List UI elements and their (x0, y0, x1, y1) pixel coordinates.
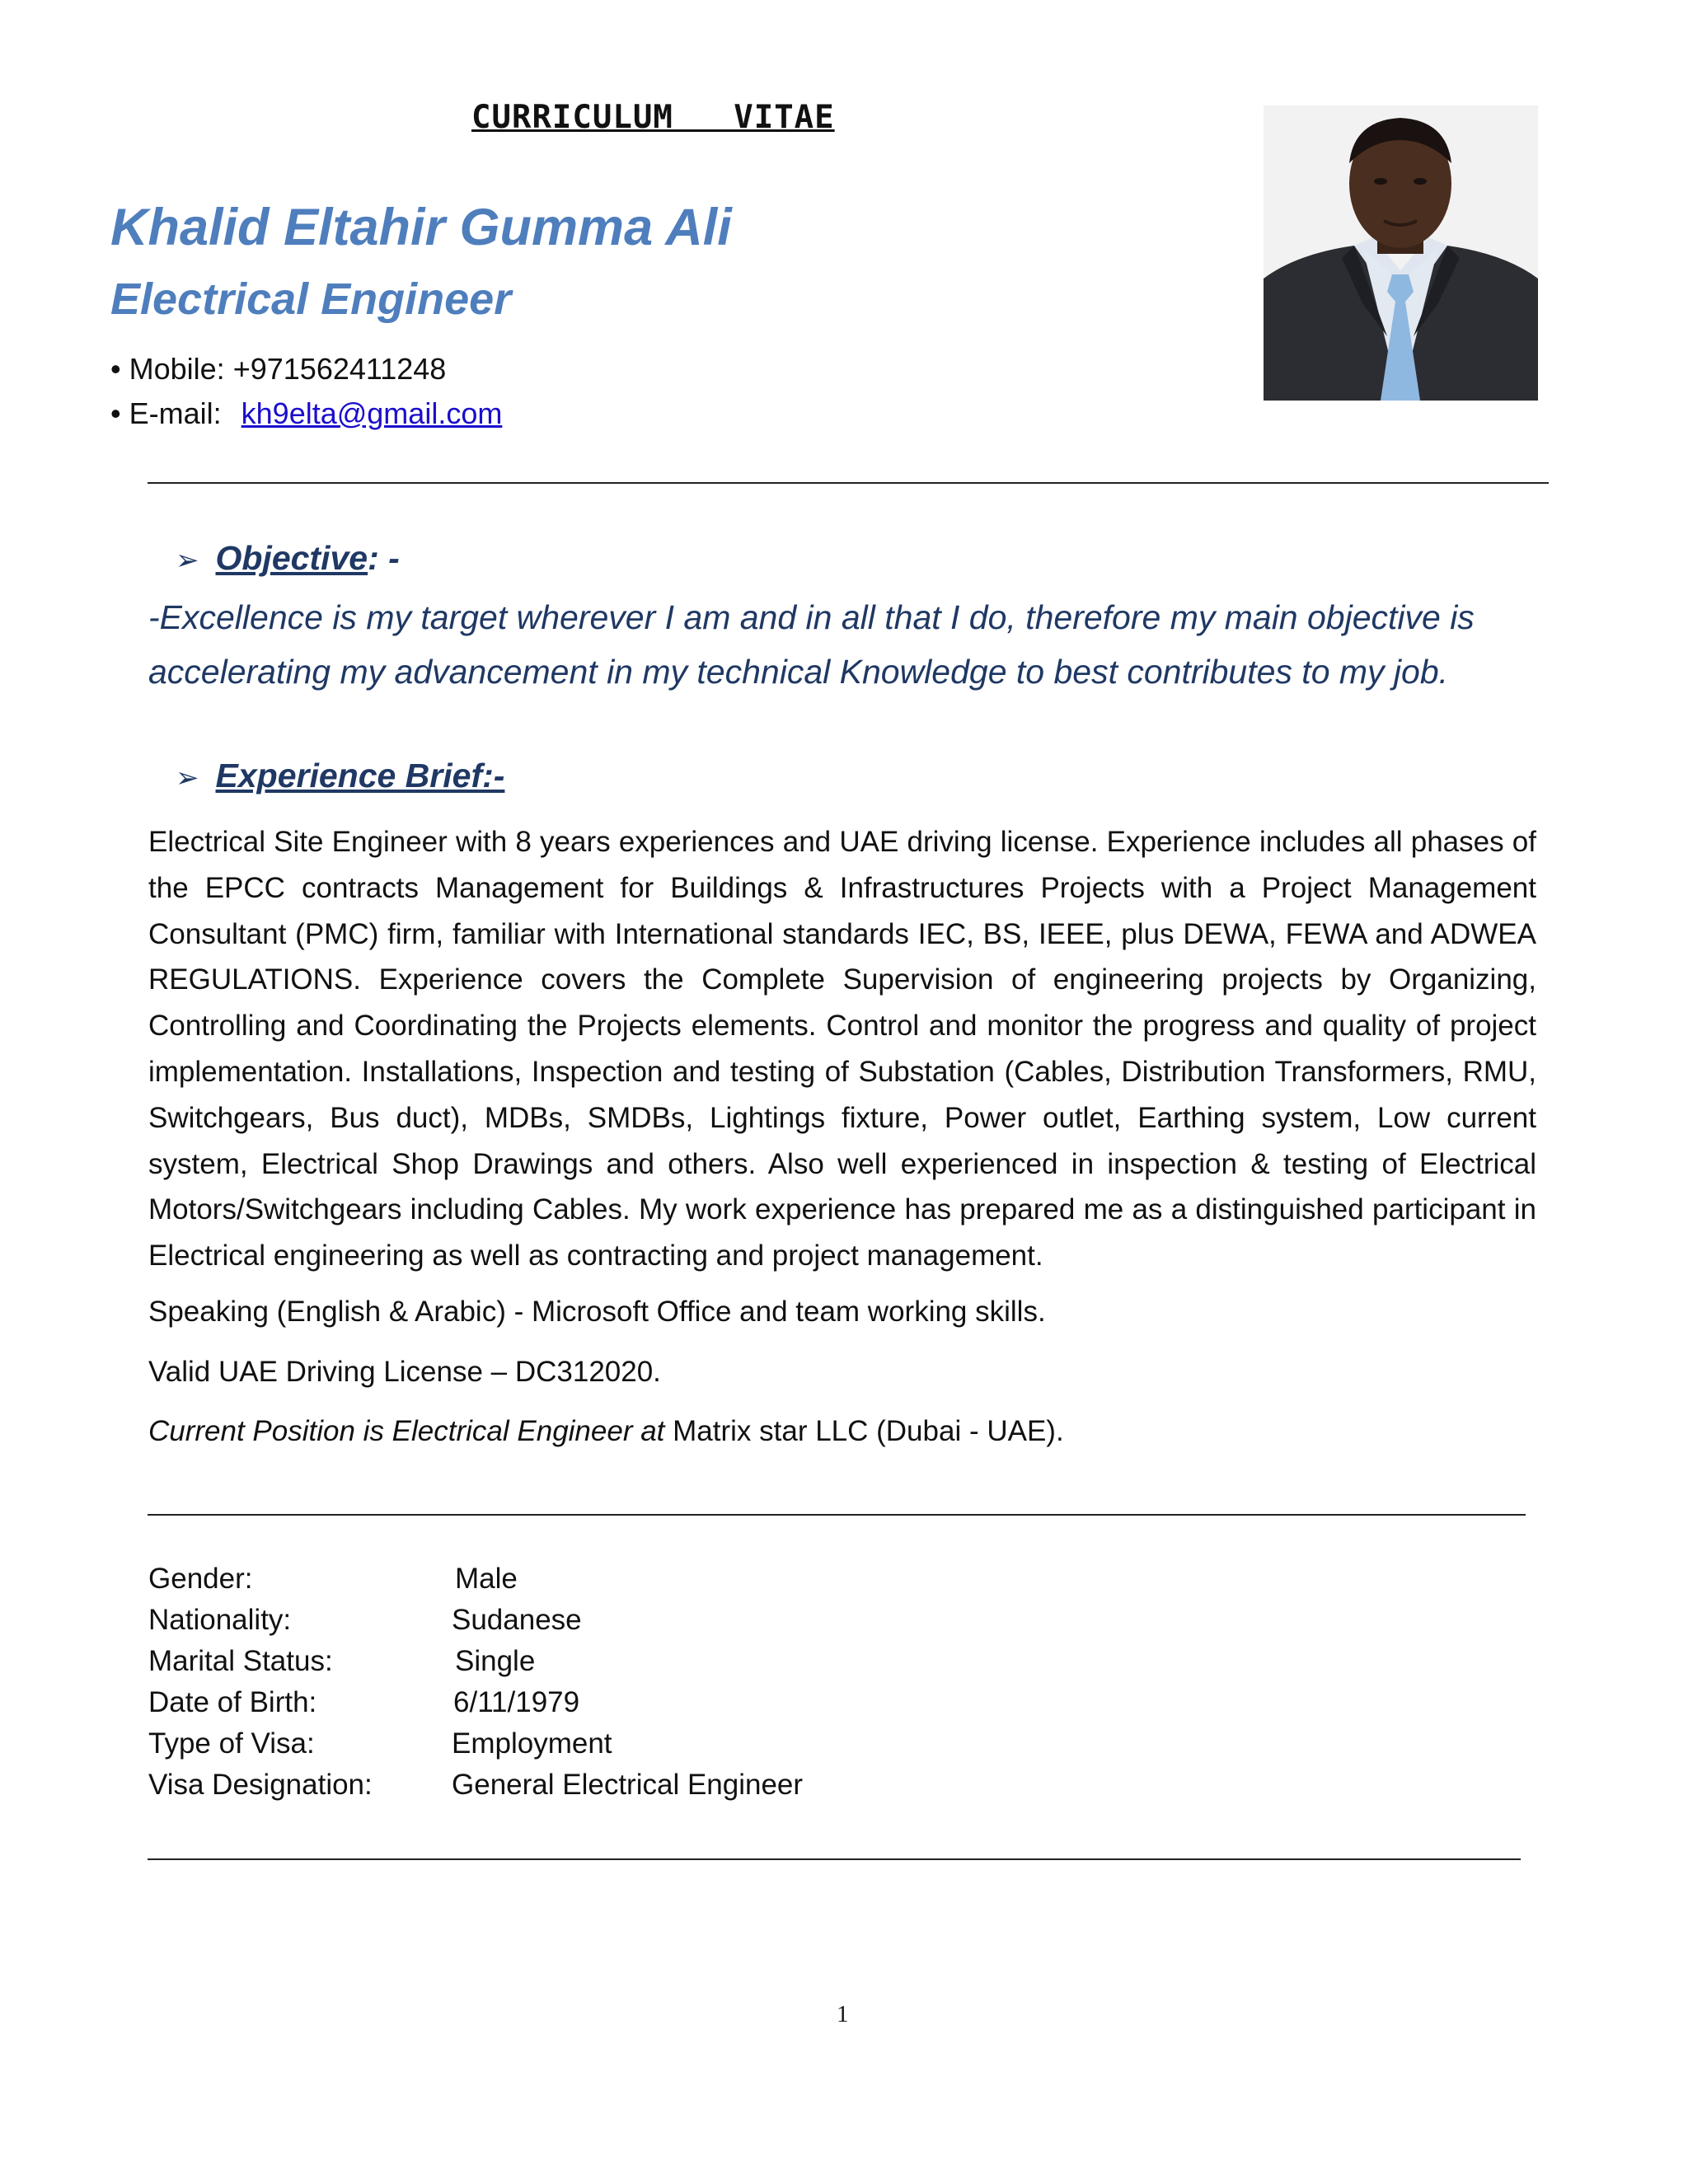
bullet: • (110, 396, 121, 430)
objective-heading: ➢ Objective: - (176, 539, 400, 577)
info-label: Marital Status: (148, 1645, 333, 1677)
contact-mobile (110, 352, 446, 387)
info-row-visa-type (148, 1727, 612, 1760)
info-row-marital-status (148, 1645, 535, 1678)
position-italic: Current Position is Electrical Engineer at (148, 1415, 665, 1447)
info-label: Nationality: (148, 1604, 292, 1636)
divider (148, 1858, 1521, 1860)
profile-photo (1264, 105, 1538, 401)
experience-brief: Electrical Site Engineer with 8 years experiences and UAE driving license. Experience includes all phases of the EPCC contracts Management for Buildings & Infrastructures Projects with a Project Management Consultant (PMC) firm, familiar with International standards IEC, BS, IEEE, plus DEWA, FEWA and ADWEA REGULATIONS. Experience covers the Complete Supervision of engineering projects by Organizing, Controlling and Coordinating the Projects elements. Control and monitor the progress and quality of project implementation. Installations, Inspection and testing of Substation (Cables, Distribution Transformers, RMU, Switchgears, Bus duct), MDBs, SMDBs, Lightings fixture, Power outlet, Earthing system, Low current system, Electrical Shop Drawings and others. Also well experienced in inspection & testing of Electrical Motors/Switchgears including Cables. My work experience has prepared me as a distinguished participant in Electrical engineering as well as contracting and project management. (148, 826, 1536, 1272)
info-value: Single (455, 1645, 536, 1677)
bullet: • (110, 352, 121, 386)
info-label: Type of Visa: (148, 1727, 315, 1760)
page-number: 1 (837, 2001, 849, 2027)
candidate-name: Khalid Eltahir Gumma Ali (110, 199, 732, 256)
mobile-label: Mobile: (129, 352, 225, 386)
info-label: Visa Designation: (148, 1769, 373, 1801)
mobile-value: +971562411248 (232, 352, 447, 386)
info-row-date-of-birth (148, 1686, 579, 1719)
document-title: CURRICULUM VITAE (471, 99, 835, 136)
info-value: General Electrical Engineer (452, 1769, 804, 1801)
arrow-bullet-icon: ➢ (176, 762, 199, 794)
info-row-visa-designation (148, 1769, 803, 1802)
candidate-role: Electrical Engineer (110, 274, 512, 324)
info-row-nationality (148, 1604, 582, 1637)
info-value: 6/11/1979 (453, 1686, 580, 1718)
current-position (148, 1415, 1064, 1448)
info-value: Male (455, 1563, 518, 1595)
position-company: Matrix star LLC (Dubai - UAE). (664, 1415, 1064, 1447)
experience-heading: ➢ Experience Brief:- (176, 757, 505, 794)
info-value: Sudanese (452, 1604, 582, 1636)
email-link[interactable]: kh9elta@gmail.com (241, 396, 503, 430)
contact-email (110, 396, 502, 431)
info-value: Employment (452, 1727, 612, 1760)
divider (148, 1514, 1526, 1516)
objective-text: -Excellence is my target wherever I am and in all that I do, therefore my main objective is accelerating my advancement in my technical Knowledge to best contributes to my job. (148, 598, 1475, 691)
info-row-gender (148, 1563, 518, 1596)
license-line: Valid UAE Driving License – DC312020. (148, 1356, 661, 1388)
skills-line: Speaking (English & Arabic) - Microsoft Office and team working skills. (148, 1296, 1046, 1328)
divider (148, 482, 1549, 484)
arrow-bullet-icon: ➢ (176, 545, 199, 576)
email-label: E-mail: (129, 396, 222, 430)
info-label: Gender: (148, 1563, 253, 1595)
info-label: Date of Birth: (148, 1686, 317, 1718)
